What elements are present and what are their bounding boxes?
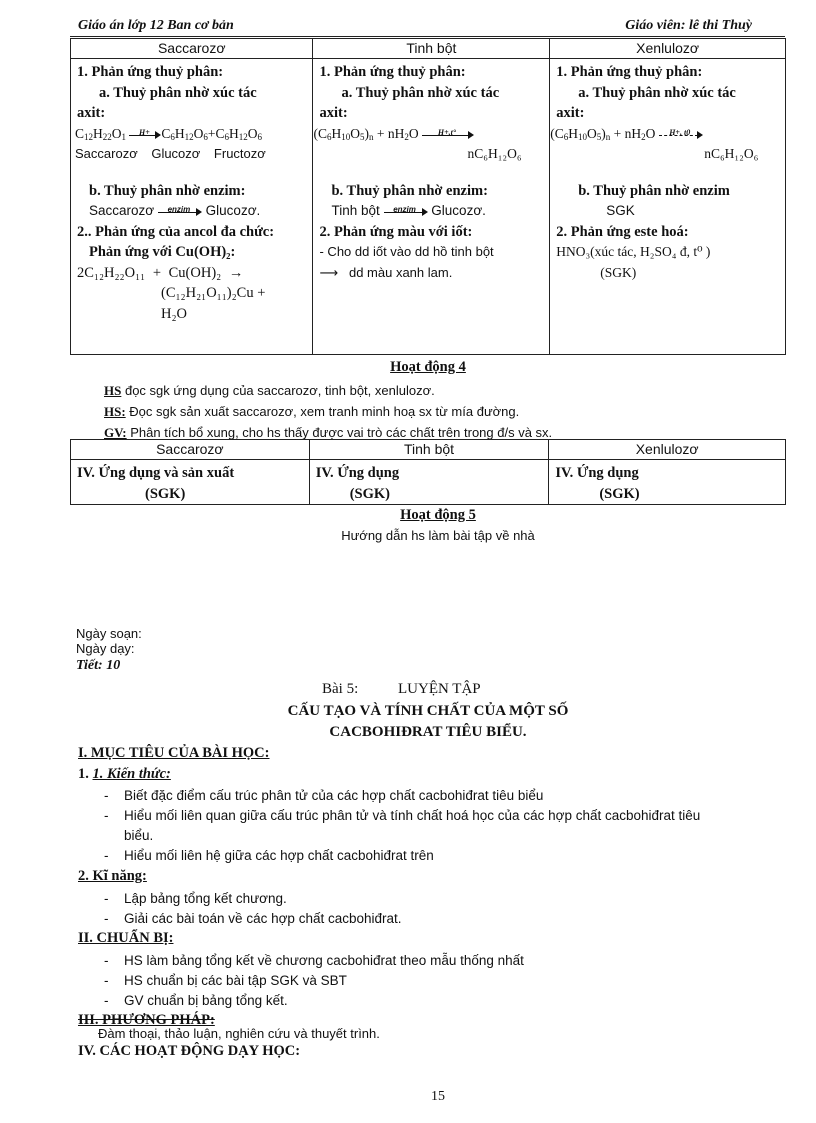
sac-enzyme-from: Saccarozơ <box>89 203 155 218</box>
list-item: - Biết đặc điểm cấu trúc phân tử của các hợp chất cacbohiđrat tiêu biểu <box>104 786 784 806</box>
tb-s1a-cont: axit: <box>319 105 348 121</box>
table2-cell-3 <box>549 460 786 505</box>
tb-arrow-label: H+,t° <box>437 128 457 138</box>
table2-cell-1-title: IV. Ứng dụng và sản xuất <box>77 465 235 481</box>
table2-cell-3-body: (SGK) <box>599 485 640 502</box>
table1-header-xenlulozo: Xenlulozơ <box>550 39 786 59</box>
activity4-label-2: HS: <box>104 404 126 419</box>
sac-s2-eq2: (C₁₂H₂₁O₁₁)₂Cu + <box>161 285 266 301</box>
meta-block <box>76 626 142 656</box>
section-1-1-text: 1. Kiến thức: <box>92 766 171 782</box>
sac-arrow-label: H+ <box>139 128 150 138</box>
applications-table <box>70 439 786 505</box>
tb-enzyme-label: enzim <box>393 205 416 215</box>
sac-enzyme-to: Glucozơ. <box>205 203 261 218</box>
tb-s2-line2-row <box>319 263 545 284</box>
section-1-2-list <box>104 889 784 929</box>
section-1-heading: I. MỤC TIÊU CỦA BÀI HỌC: <box>78 745 270 761</box>
table2-cell-2-body: (SGK) <box>349 485 390 502</box>
table2-cell-3-title: IV. Ứng dụng <box>555 465 639 481</box>
page-number: 15 <box>431 1089 445 1104</box>
section-2-heading: II. CHUẨN BỊ: <box>78 930 174 946</box>
tb-enzyme-from: Tinh bột <box>331 203 380 218</box>
list-item-continuation: biểu. <box>124 828 154 843</box>
lesson-title-right: LUYỆN TẬP <box>398 681 481 697</box>
saccarozo-cell <box>71 59 313 355</box>
list-item: - Giải các bài toán về các hợp chất cacbohiđrat. <box>104 909 784 929</box>
table2-header-tinh-bot: Tinh bột <box>309 440 549 460</box>
list-item: - HS chuẩn bị các bài tập SGK và SBT <box>104 971 784 991</box>
table2-cell-2-title: IV. Ứng dụng <box>315 465 400 481</box>
list-item: - Lập bảng tổng kết chương. <box>104 889 784 909</box>
activity5-title: Hoạt động 5 <box>400 507 476 523</box>
tb-s1-title: 1. Phản ứng thuỷ phân: <box>319 64 466 80</box>
xen-arrow-label: H+, t0 <box>669 128 691 138</box>
sac-s1a-cont: axit: <box>77 105 106 121</box>
section-3-text: Đàm thoại, thảo luận, nghiên cứu và thuyết trình. <box>98 1026 380 1041</box>
activity4-label-1: HS <box>104 383 122 398</box>
sac-s2-title: 2.. Phản ứng của ancol đa chức: <box>77 223 275 240</box>
header-left: Giáo án lớp 12 Ban cơ bản <box>78 18 234 33</box>
table2-cell-2 <box>309 460 549 505</box>
sac-equation-names: Saccarozơ Glucozơ Fructozơ <box>75 146 266 161</box>
list-item: - GV chuẩn bị bảng tổng kết. <box>104 991 784 1011</box>
tiet: Tiết: 10 <box>76 658 121 673</box>
section-1-2-heading <box>78 868 147 885</box>
lesson-title-left: Bài 5: <box>322 681 359 697</box>
xen-s1a-cont: axit: <box>556 105 585 121</box>
sac-s1-title: 1. Phản ứng thuỷ phân: <box>77 64 224 80</box>
list-item: - Hiểu mối liên hệ giữa các hợp chất cacbohiđrat trên <box>104 846 784 866</box>
activity4-lines <box>104 380 552 443</box>
xenlulozo-cell <box>550 59 786 355</box>
sac-s1b-title: b. Thuỷ phân nhờ enzim: <box>89 182 246 199</box>
table2-cell-1 <box>71 460 310 505</box>
section-4-heading: IV. CÁC HOẠT ĐỘNG DẠY HỌC: <box>78 1043 301 1059</box>
activity4-title: Hoạt động 4 <box>390 359 466 375</box>
tinh-bot-cell <box>313 59 550 355</box>
table2-header-xenlulozo: Xenlulozơ <box>549 440 786 460</box>
section-1-1-num: 1. <box>78 766 93 782</box>
header-right: Giáo viên: lê thi Thuỳ <box>625 18 752 33</box>
ngay-soan: Ngày soạn: <box>76 626 142 641</box>
tb-enzyme-equation <box>319 201 545 222</box>
sac-s2-eq3: H₂O <box>161 305 187 322</box>
sac-s2-eq1: 2C₁₂H₂₂O₁₁ + Cu(OH)₂ → <box>77 264 244 281</box>
xen-equation-rhs: nC₆H₁₂O₆ <box>704 146 759 161</box>
activity4-label-3: GV: <box>104 425 127 440</box>
arrow-right-icon: ⟶ <box>319 264 339 280</box>
tb-hydrolysis-equation: $(C_6H_{10}O_5)_n + nH_2O$ H+,t° <box>313 124 545 145</box>
section-1-1-heading <box>78 766 171 783</box>
sac-enzyme-equation <box>77 201 308 222</box>
list-item: - Hiểu mối liên quan giữa cấu trúc phân tử và tính chất hoá học của các hợp chất cacbohiđrat tiêu <box>104 806 784 826</box>
sac-s1a-title: a. Thuỷ phân nhờ xúc tác <box>99 84 257 101</box>
tb-s1a-title: a. Thuỷ phân nhờ xúc tác <box>341 84 500 101</box>
table2-cell-1-body: (SGK) <box>145 485 186 502</box>
activity4-line-2 <box>104 401 552 422</box>
tb-s1b-title: b. Thuỷ phân nhờ enzim: <box>331 182 488 199</box>
activity5-text: Hướng dẫn hs làm bài tập về nhà <box>341 528 535 543</box>
section-1-1-list <box>104 786 784 866</box>
tb-equation-rhs: nC₆H₁₂O₆ <box>467 146 522 161</box>
table2-header-saccarozo: Saccarozơ <box>71 440 310 460</box>
xen-s2-line1: HNO₃(xúc tác, H₂SO₄ đ, t⁰ ) <box>556 244 711 259</box>
xen-s1a-title: a. Thuỷ phân nhờ xúc tác <box>578 84 736 101</box>
xen-s1b-title: b. Thuỷ phân nhờ enzim <box>578 182 730 199</box>
list-item: - HS làm bảng tổng kết về chương cacbohiđrat theo mẫu thống nhất <box>104 951 784 971</box>
lesson-subtitle-1: CẤU TẠO VÀ TÍNH CHẤT CỦA MỘT SỐ <box>287 703 569 719</box>
table1-header-tinh-bot: Tinh bột <box>313 39 550 59</box>
reactions-table <box>70 38 786 355</box>
tb-s2-title: 2. Phản ứng màu với iốt: <box>319 223 473 240</box>
table1-header-saccarozo: Saccarozơ <box>71 39 313 59</box>
activity4-text-1: đọc sgk ứng dụng của saccarozơ, tinh bột, xenlulozơ. <box>124 383 435 398</box>
xen-s2-title: 2. Phản ứng este hoá: <box>556 223 689 240</box>
header-divider <box>70 36 785 37</box>
tb-s2-line1: - Cho dd iốt vào dd hồ tinh bột <box>319 244 494 259</box>
activity4-text-2: Đọc sgk sản xuất saccarozơ, xem tranh minh hoạ sx từ mía đường. <box>129 404 520 419</box>
activity4-text-3: Phân tích bổ xung, cho hs thấy được vai trò các chất trên trong đ/s và sx. <box>130 425 553 440</box>
ngay-day: Ngày dạy: <box>76 641 135 656</box>
xen-s1b-body: SGK <box>606 203 635 218</box>
section-1-2-text: 2. Kĩ năng: <box>78 868 147 884</box>
xen-hydrolysis-equation: $(C_6H_{10}O_5)_n + nH_2O$ H+, t0 <box>550 124 781 145</box>
tb-enzyme-to: Glucozơ. <box>431 203 486 218</box>
xen-s2-line2: (SGK) <box>600 264 637 280</box>
sac-enzyme-label: enzim <box>167 205 191 215</box>
tb-s2-line2: dd màu xanh lam. <box>348 264 453 280</box>
section-3-heading: III. PHƯƠNG PHÁP: <box>78 1012 215 1028</box>
section-2-list <box>104 951 784 1011</box>
lesson-subtitle-2: CACBOHIĐRAT TIÊU BIỂU. <box>329 724 527 740</box>
activity4-line-1 <box>104 380 552 401</box>
xen-s1-title: 1. Phản ứng thuỷ phân: <box>556 64 703 80</box>
sac-hydrolysis-equation: $C_{12}H_{22}O_1$ H+ $C_6H_{12}O_6+C_6H_{12}O_6$ <box>75 124 308 145</box>
sac-s2-sub: Phản ứng với Cu(OH)₂: <box>89 244 236 260</box>
